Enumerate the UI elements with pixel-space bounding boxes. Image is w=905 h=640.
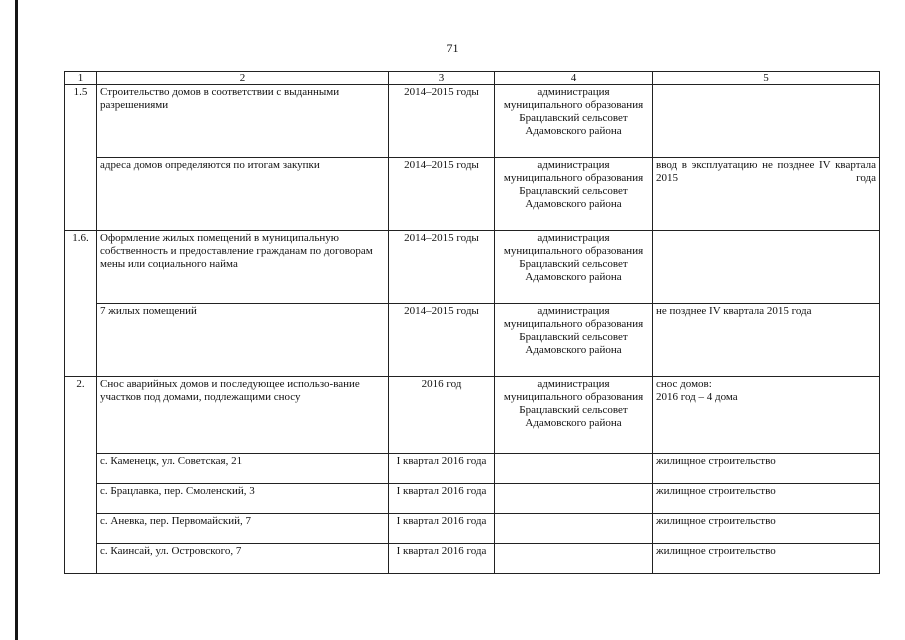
row-period: I квартал 2016 года — [389, 514, 495, 544]
row-result — [653, 85, 880, 158]
table-row — [65, 484, 880, 514]
row-period: I квартал 2016 года — [389, 454, 495, 484]
row-executor: администрация муниципального образования Брацлавский сельсовет Адамовского района — [495, 85, 653, 158]
table-row — [65, 377, 880, 454]
row-description: Оформление жилых помещений в муниципальную собственность и предоставление гражданам по договорам мены или социального найма — [97, 231, 389, 304]
row-period: 2014–2015 годы — [389, 158, 495, 231]
column-header: 2 — [97, 72, 389, 85]
row-period: 2014–2015 годы — [389, 85, 495, 158]
row-executor — [495, 514, 653, 544]
row-result — [653, 231, 880, 304]
row-description: с. Аневка, пер. Первомайский, 7 — [97, 514, 389, 544]
row-executor: администрация муниципального образования Брацлавский сельсовет Адамовского района — [495, 377, 653, 454]
row-number: 2. — [65, 377, 97, 574]
column-header: 1 — [65, 72, 97, 85]
row-result: жилищное строительство — [653, 514, 880, 544]
row-result: не позднее IV квартала 2015 года — [653, 304, 880, 377]
table-row — [65, 158, 880, 231]
page-number: 71 — [446, 41, 459, 55]
row-period: I квартал 2016 года — [389, 484, 495, 514]
row-result-line: 2016 год – 4 дома — [656, 391, 738, 403]
row-period: 2016 год — [389, 377, 495, 454]
row-description: с. Брацлавка, пер. Смоленский, 3 — [97, 484, 389, 514]
row-number: 1.6. — [65, 231, 97, 377]
row-result — [653, 377, 880, 454]
table-header-row — [65, 72, 880, 85]
table-row — [65, 304, 880, 377]
row-number: 1.5 — [65, 85, 97, 231]
column-header: 5 — [653, 72, 880, 85]
row-description: Строительство домов в соответствии с выданными разрешениями — [97, 85, 389, 158]
row-executor: администрация муниципального образования Брацлавский сельсовет Адамовского района — [495, 231, 653, 304]
table-row — [65, 85, 880, 158]
row-executor — [495, 544, 653, 574]
table-row — [65, 514, 880, 544]
table-row — [65, 231, 880, 304]
row-result-line: снос домов: — [656, 378, 712, 390]
row-result: ввод в эксплуатацию не позднее IV квартала 2015 года — [653, 158, 880, 231]
row-period: 2014–2015 годы — [389, 304, 495, 377]
row-description: Снос аварийных домов и последующее использо-вание участков под домами, подлежащими сносу — [97, 377, 389, 454]
column-header: 3 — [389, 72, 495, 85]
row-result: жилищное строительство — [653, 454, 880, 484]
row-executor — [495, 454, 653, 484]
plan-table — [64, 71, 880, 574]
row-description: с. Каинсай, ул. Островского, 7 — [97, 544, 389, 574]
table-row — [65, 544, 880, 574]
row-description: адреса домов определяются по итогам закупки — [97, 158, 389, 231]
page-edge-bar — [15, 0, 18, 640]
row-executor: администрация муниципального образования Брацлавский сельсовет Адамовского района — [495, 158, 653, 231]
table-row — [65, 454, 880, 484]
row-description: 7 жилых помещений — [97, 304, 389, 377]
column-header: 4 — [495, 72, 653, 85]
row-result: жилищное строительство — [653, 544, 880, 574]
row-executor — [495, 484, 653, 514]
row-result: жилищное строительство — [653, 484, 880, 514]
row-period: I квартал 2016 года — [389, 544, 495, 574]
row-period: 2014–2015 годы — [389, 231, 495, 304]
row-description: с. Каменецк, ул. Советская, 21 — [97, 454, 389, 484]
row-executor: администрация муниципального образования Брацлавский сельсовет Адамовского района — [495, 304, 653, 377]
